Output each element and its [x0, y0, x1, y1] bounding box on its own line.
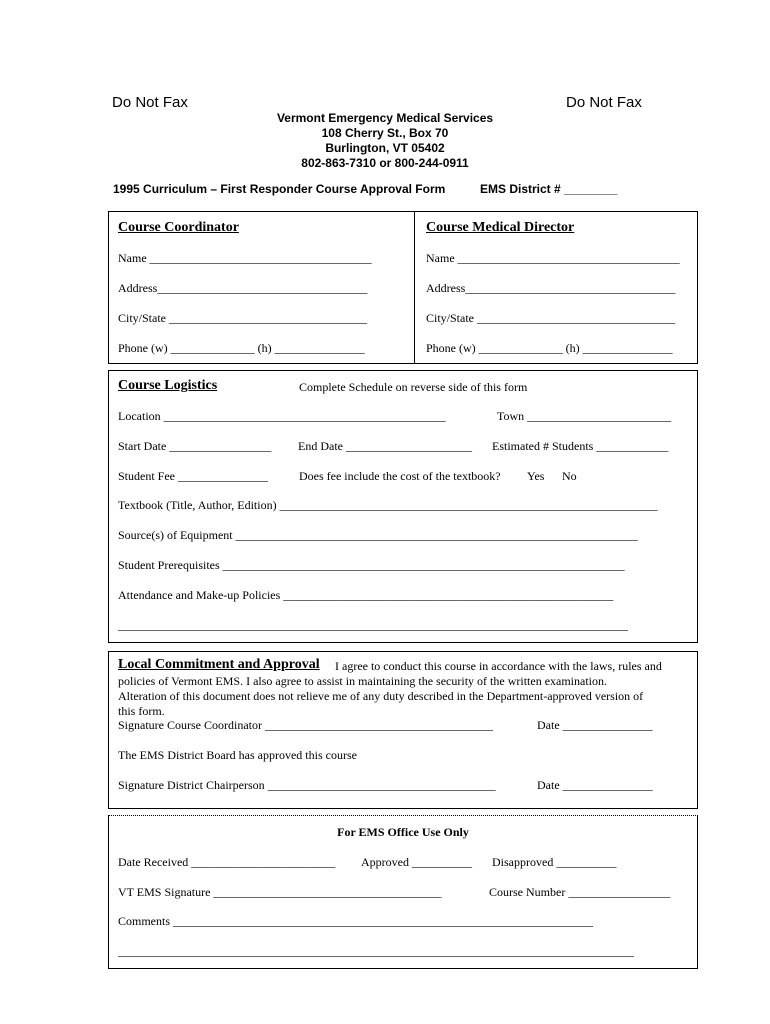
- commitment-text-line2: policies of Vermont EMS. I also agree to assist in maintaining the security of the written examination.: [118, 674, 608, 688]
- commitment-heading: Local Commitment and Approval: [118, 657, 320, 672]
- coordinator-phone-field[interactable]: Phone (w) ______________ (h) _______________: [118, 341, 365, 355]
- org-name: Vermont Emergency Medical Services: [276, 111, 494, 125]
- ems-district-field[interactable]: EMS District # ________: [480, 182, 618, 196]
- signature-chairperson-field[interactable]: Signature District Chairperson ______________________________________: [118, 778, 496, 792]
- medical-director-city-state-field[interactable]: City/State _________________________________: [426, 311, 675, 325]
- fee-yes-option[interactable]: Yes: [527, 469, 545, 483]
- do-not-fax-right: Do Not Fax: [566, 94, 642, 111]
- commitment-text-line1: I agree to conduct this course in accordance with the laws, rules and: [335, 659, 662, 673]
- student-prerequisites-field[interactable]: Student Prerequisites ___________________________________________________________________: [118, 558, 625, 572]
- town-field[interactable]: Town ________________________: [497, 409, 672, 423]
- course-number-field[interactable]: Course Number _________________: [489, 885, 671, 899]
- fee-no-option[interactable]: No: [562, 469, 577, 483]
- estimated-students-field[interactable]: Estimated # Students ____________: [492, 439, 669, 453]
- coordinator-city-state-field[interactable]: City/State _________________________________: [118, 311, 367, 325]
- signature-coordinator-field[interactable]: Signature Course Coordinator ______________________________________: [118, 718, 493, 732]
- disapproved-field[interactable]: Disapproved __________: [492, 855, 617, 869]
- logistics-heading: Course Logistics: [118, 378, 218, 393]
- fee-textbook-question: Does fee include the cost of the textbook?: [299, 469, 501, 483]
- logistics-note: Complete Schedule on reverse side of this form: [299, 380, 528, 394]
- board-approved-text: The EMS District Board has approved this course: [118, 748, 357, 762]
- commitment-text-line4: this form.: [118, 704, 165, 718]
- org-address-line2: Burlington, VT 05402: [325, 141, 445, 155]
- office-use-heading: For EMS Office Use Only: [337, 825, 469, 839]
- org-address-line1: 108 Cherry St., Box 70: [321, 126, 449, 140]
- coordinator-heading: Course Coordinator: [118, 220, 239, 235]
- vt-ems-signature-field[interactable]: VT EMS Signature ______________________________________: [118, 885, 442, 899]
- contacts-divider: [414, 211, 415, 364]
- attendance-policies-extra-line[interactable]: _____________________________________________________________________________________: [118, 618, 628, 632]
- date-received-field[interactable]: Date Received ________________________: [118, 855, 336, 869]
- medical-director-phone-field[interactable]: Phone (w) ______________ (h) _______________: [426, 341, 673, 355]
- medical-director-address-field[interactable]: Address___________________________________: [426, 281, 676, 295]
- approved-field[interactable]: Approved __________: [361, 855, 472, 869]
- comments-extra-line[interactable]: ______________________________________________________________________________________: [118, 944, 634, 958]
- end-date-field[interactable]: End Date _____________________: [298, 439, 472, 453]
- do-not-fax-left: Do Not Fax: [112, 94, 188, 111]
- chairperson-date-field[interactable]: Date _______________: [537, 778, 653, 792]
- location-field[interactable]: Location _______________________________________________: [118, 409, 446, 423]
- textbook-field[interactable]: Textbook (Title, Author, Edition) _______________________________________________________________: [118, 498, 658, 512]
- medical-director-name-field[interactable]: Name _____________________________________: [426, 251, 680, 265]
- coordinator-date-field[interactable]: Date _______________: [537, 718, 653, 732]
- org-phone: 802-863-7310 or 800-244-0911: [301, 156, 469, 170]
- coordinator-name-field[interactable]: Name _____________________________________: [118, 251, 372, 265]
- equipment-source-field[interactable]: Source(s) of Equipment ___________________________________________________________________: [118, 528, 638, 542]
- commitment-text-line3: Alteration of this document does not relieve me of any duty described in the Department-approved version of: [118, 689, 644, 703]
- comments-field[interactable]: Comments ______________________________________________________________________: [118, 914, 594, 928]
- medical-director-heading: Course Medical Director: [426, 220, 575, 235]
- form-title: 1995 Curriculum – First Responder Course Approval Form: [113, 182, 446, 196]
- coordinator-address-field[interactable]: Address___________________________________: [118, 281, 368, 295]
- student-fee-field[interactable]: Student Fee _______________: [118, 469, 268, 483]
- start-date-field[interactable]: Start Date _________________: [118, 439, 272, 453]
- attendance-policies-field[interactable]: Attendance and Make-up Policies _______________________________________________________: [118, 588, 614, 602]
